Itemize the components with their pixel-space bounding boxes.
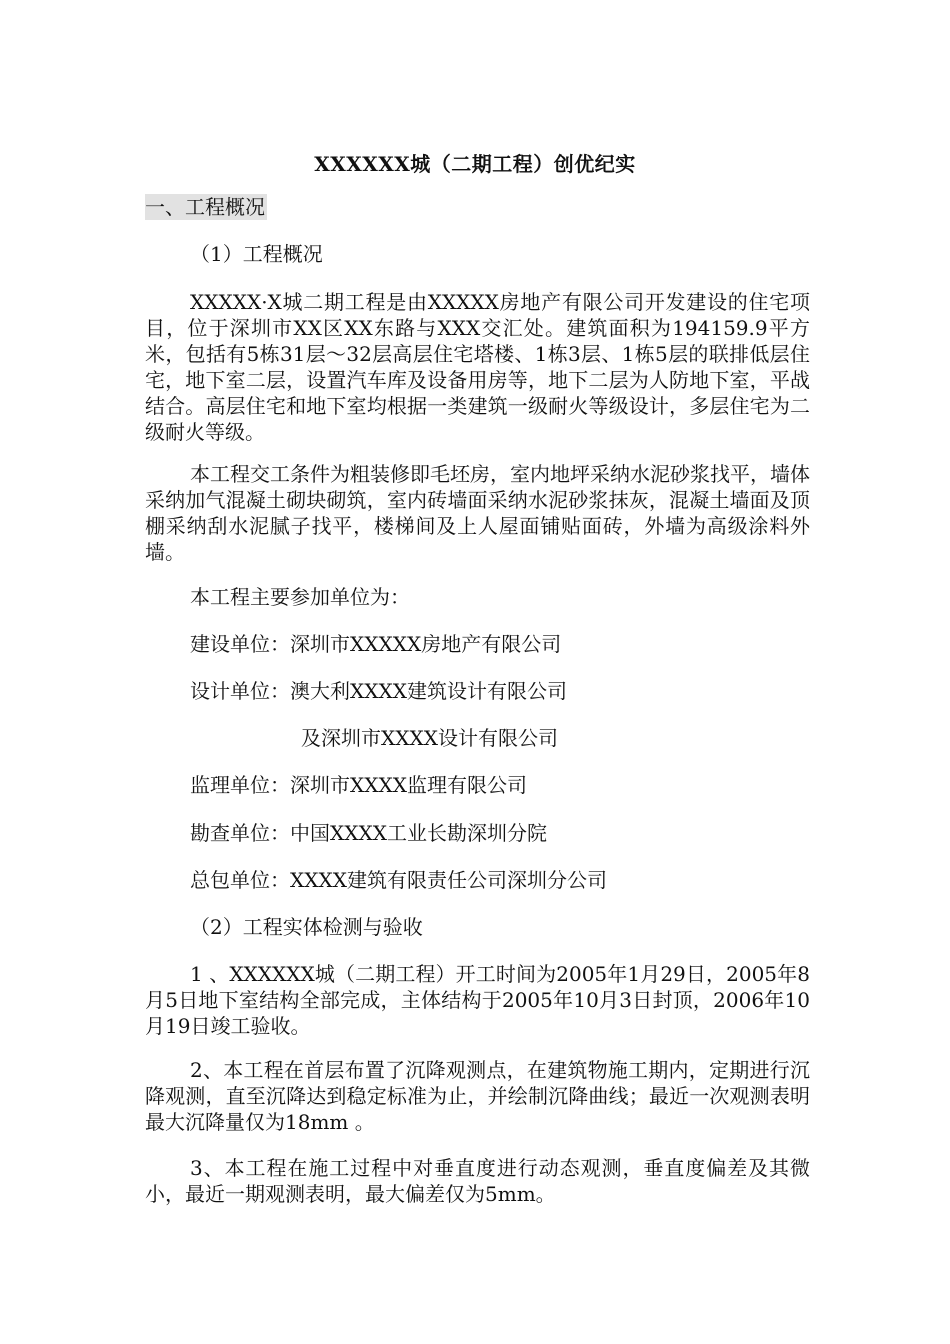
unit-general-contractor xyxy=(190,867,607,893)
paragraph-settlement: 2、本工程在首层布置了沉降观测点，在建筑物施工期内，定期进行沉降观测，直至沉降达到稳定标准为止，并绘制沉降曲线；最近一次观测表明最大沉降量仅为18mm 。 xyxy=(145,1058,810,1134)
document-title: XXXXXX城（二期工程）创优纪实 xyxy=(314,152,636,176)
unit-label: 建设单位： xyxy=(190,632,290,656)
unit-value: 澳大利XXXX建筑设计有限公司 xyxy=(290,679,567,703)
paragraph-handover-conditions: 本工程交工条件为粗装修即毛坯房，室内地坪采纳水泥砂浆找平，墙体采纳加气混凝土砌块砌筑，室内砖墙面采纳水泥砂浆抹灰，混凝土墙面及顶棚采纳刮水泥腻子找平，楼梯间及上人屋面铺贴面砖，外墙为高级涂料外墙。 xyxy=(145,462,810,564)
unit-label: 总包单位： xyxy=(190,868,290,892)
unit-value: XXXX建筑有限责任公司深圳分公司 xyxy=(290,868,607,892)
unit-value: 深圳市XXXX监理有限公司 xyxy=(290,773,527,797)
unit-value: 中国XXXX工业长勘深圳分院 xyxy=(290,821,547,845)
unit-label: 勘查单位： xyxy=(190,821,290,845)
section-heading-overview: 一、工程概况 xyxy=(145,195,265,219)
unit-design-continued xyxy=(301,725,558,751)
unit-label: 监理单位： xyxy=(190,773,290,797)
units-intro: 本工程主要参加单位为： xyxy=(190,585,410,609)
subheading-inspection: （2）工程实体检测与验收 xyxy=(190,915,423,939)
unit-value: 及深圳市XXXX设计有限公司 xyxy=(301,726,558,750)
unit-construction xyxy=(190,631,561,657)
paragraph-project-description: XXXXX·X城二期工程是由XXXXX房地产有限公司开发建设的住宅项目，位于深圳市XX区XX东路与XXX交汇处。建筑面积为194159.9平方米，包括有5栋31层～32层高层住宅塔楼、1栋3层、1栋5层的联排低层住宅，地下室二层，设置汽车库及设备用房等，地下二层为人防地下室，平战结合。高层住宅和地下室均根据一类建筑一级耐火等级设计，多层住宅为二级耐火等级。 xyxy=(145,290,810,444)
subheading-project-overview: （1）工程概况 xyxy=(190,242,323,266)
paragraph-verticality: 3、本工程在施工过程中对垂直度进行动态观测，垂直度偏差及其微小，最近一期观测表明，最大偏差仅为5mm。 xyxy=(145,1156,810,1206)
unit-supervision xyxy=(190,772,527,798)
unit-label: 设计单位： xyxy=(190,679,290,703)
paragraph-schedule: 1 、XXXXXX城（二期工程）开工时间为2005年1月29日，2005年8月5日地下室结构全部完成，主体结构于2005年10月3日封顶，2006年10月19日竣工验收。 xyxy=(145,962,810,1038)
unit-survey xyxy=(190,820,547,846)
unit-value: 深圳市XXXXX房地产有限公司 xyxy=(290,632,562,656)
unit-design xyxy=(190,678,567,704)
